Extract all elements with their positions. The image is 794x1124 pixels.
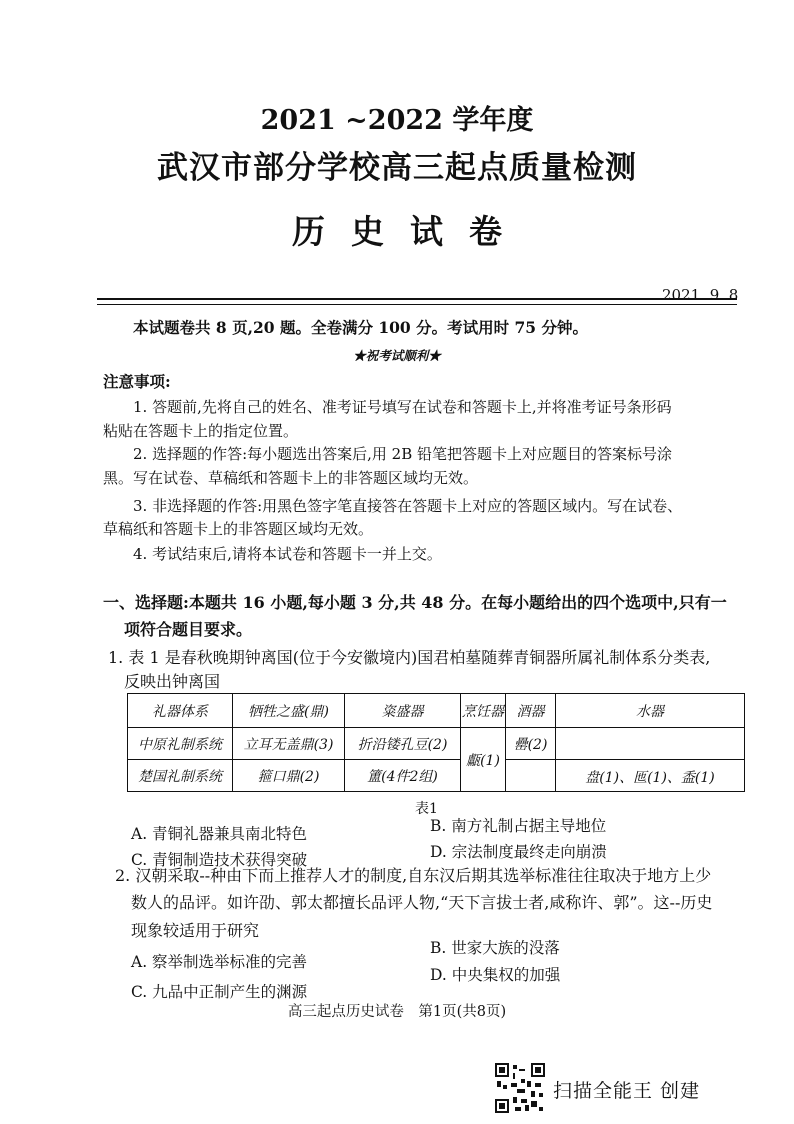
q2-option-b: B. 世家大族的没落 <box>430 939 560 957</box>
section-heading: 一、选择题:本题共 16 小题,每小题 3 分,共 48 分。在每小题给出的四个选项中,只有一 <box>103 593 727 612</box>
table-header: 烹饪器 <box>461 694 506 728</box>
table-header: 水器 <box>556 694 745 728</box>
section-heading-cont: 项符合题目要求。 <box>124 620 253 639</box>
table-cell <box>506 760 556 792</box>
q1-option-a: A. 青铜礼器兼具南北特色 <box>131 825 308 843</box>
q2-option-c: C. 九品中正制产生的渊源 <box>131 983 308 1001</box>
notice-heading: 注意事项: <box>103 372 171 391</box>
ritual-vessel-table <box>127 693 745 792</box>
notice-line: 粘贴在答题卡上的指定位置。 <box>103 422 299 440</box>
notice-line: 4. 考试结束后,请将本试卷和答题卡一并上交。 <box>133 545 442 563</box>
good-luck-wish: ★祝考试顺利★ <box>353 348 441 363</box>
table-cell: 簠(4件2组) <box>345 760 461 792</box>
table-cell <box>556 728 745 760</box>
subject-title: 历史试卷 <box>292 212 528 251</box>
exam-title: 武汉市部分学校高三起点质量检测 <box>157 150 637 186</box>
q2-option-a: A. 察举制选举标准的完善 <box>131 953 308 971</box>
question-2-stem-cont: 现象较适用于研究 <box>131 921 260 940</box>
table-cell: 甗(1) <box>461 728 506 792</box>
exam-intro: 本试题卷共 8 页,20 题。全卷满分 100 分。考试用时 75 分钟。 <box>133 318 588 337</box>
qr-code-icon <box>495 1063 545 1113</box>
q1-option-d: D. 宗法制度最终走向崩溃 <box>430 843 607 861</box>
table-cell: 罍(2) <box>506 728 556 760</box>
table-cell: 箍口鼎(2) <box>233 760 345 792</box>
table-header: 粢盛器 <box>345 694 461 728</box>
notice-line: 2. 选择题的作答:每小题选出答案后,用 2B 铅笔把答题卡上对应题目的答案标号涂 <box>133 445 673 463</box>
question-1-stem-cont: 反映出钟离国 <box>124 672 221 691</box>
table-caption: 表1 <box>415 801 438 817</box>
header-rule-thick <box>97 298 737 300</box>
q1-option-b: B. 南方礼制占据主导地位 <box>430 817 607 835</box>
exam-date: 2021. 9. 8 <box>662 286 739 304</box>
notice-line: 草稿纸和答题卡上的非答题区域均无效。 <box>103 520 374 538</box>
table-header: 酒器 <box>506 694 556 728</box>
year-line: 2021 ~2022 学年度 <box>260 105 534 136</box>
q1-option-c: C. 青铜制造技术获得突破 <box>131 851 308 869</box>
question-1-stem: 1. 表 1 是春秋晚期钟离国(位于今安徽境内)国君柏墓随葬青铜器所属礼制体系分类表, <box>108 648 711 667</box>
q2-option-d: D. 中央集权的加强 <box>430 966 561 984</box>
table-cell: 折沿镂孔豆(2) <box>345 728 461 760</box>
scanner-watermark: 扫描全能王 创建 <box>553 1080 701 1102</box>
notice-line: 黑。写在试卷、草稿纸和答题卡上的非答题区域均无效。 <box>103 469 479 487</box>
question-2-stem-cont: 数人的品评。如许劭、郭太都擅长品评人物,“天下言拔士者,咸称许、郭”。这--历史 <box>131 893 713 912</box>
header-rule-thin <box>97 304 737 305</box>
table-cell: 立耳无盖鼎(3) <box>233 728 345 760</box>
table-header: 礼器体系 <box>128 694 233 728</box>
table-cell: 盘(1)、匜(1)、盉(1) <box>556 760 745 792</box>
notice-line: 1. 答题前,先将自己的姓名、准考证号填写在试卷和答题卡上,并将准考证号条形码 <box>133 398 672 416</box>
question-2-stem: 2. 汉朝采取--种由下而上推荐人才的制度,自东汉后期其选举标准往往取决于地方上少 <box>115 866 712 885</box>
table-header: 牺牲之盛(鼎) <box>233 694 345 728</box>
notice-line: 3. 非选择题的作答:用黑色签字笔直接答在答题卡上对应的答题区域内。写在试卷、 <box>133 497 683 515</box>
table-cell: 楚国礼制系统 <box>128 760 233 792</box>
table-cell: 中原礼制系统 <box>128 728 233 760</box>
page-footer: 高三起点历史试卷 第1页(共8页) <box>287 1004 507 1020</box>
